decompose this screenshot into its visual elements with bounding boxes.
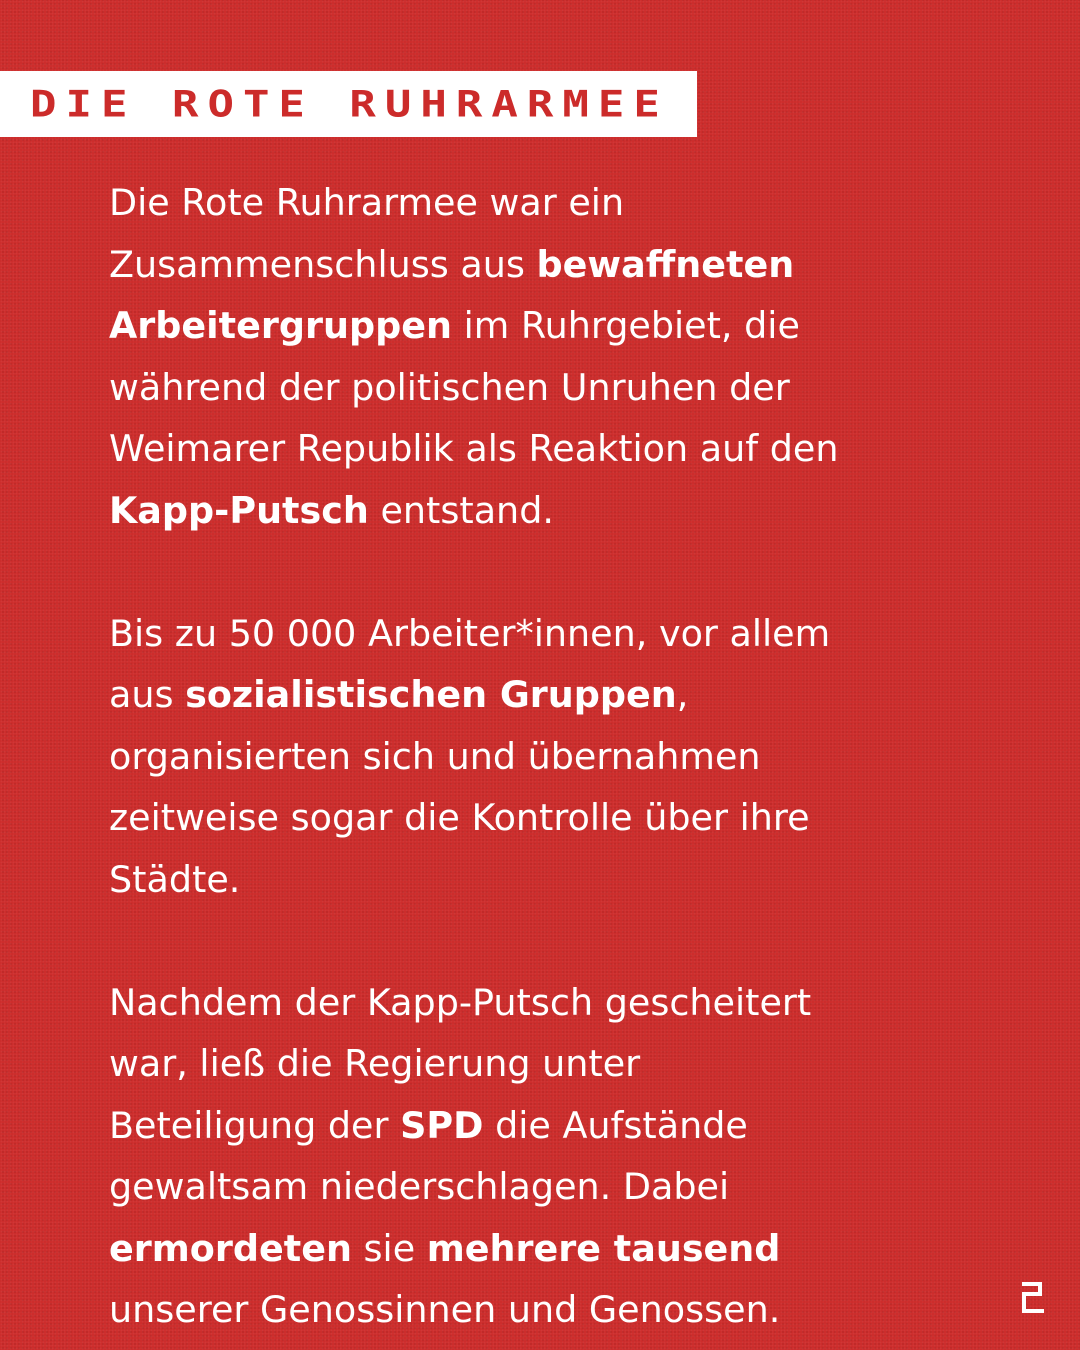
paragraph-gap: [109, 910, 1009, 972]
page-number-mark: [1019, 1278, 1047, 1316]
text-line: [109, 1033, 1009, 1095]
text-line: [109, 1156, 1009, 1218]
text-line: [109, 234, 1009, 296]
text-segment: zeitweise sogar die Kontrolle über ihre: [109, 796, 810, 839]
bold-text: Kapp-Putsch: [109, 488, 369, 532]
text-segment: ,: [676, 673, 689, 716]
body-text: [109, 172, 1009, 1341]
paragraph-2: [109, 603, 1009, 911]
bold-text: sozialistischen Gruppen: [185, 673, 677, 716]
text-line: [109, 664, 1009, 726]
text-segment: Zusammenschluss aus: [109, 242, 537, 286]
text-line: [109, 480, 1009, 542]
bold-text: mehrere tausend: [426, 1226, 781, 1270]
text-line: [109, 1218, 1009, 1280]
text-segment: Städte.: [109, 857, 241, 901]
paragraph-1: [109, 172, 1009, 541]
text-segment: Die Rote Ruhrarmee war ein: [109, 181, 625, 224]
text-segment: sie: [351, 1226, 427, 1270]
bold-text: ermordeten: [109, 1226, 352, 1270]
text-segment: unserer Genossinnen und Genossen.: [109, 1288, 781, 1331]
bold-text: Arbeitergruppen: [109, 304, 452, 347]
text-line: [109, 418, 1009, 480]
text-line: [109, 295, 1009, 357]
text-segment: während der politischen Unruhen der: [109, 365, 790, 409]
text-segment: Beteiligung der: [109, 1103, 401, 1147]
text-segment: Weimarer Republik als Reaktion auf den: [109, 427, 839, 470]
text-line: [109, 357, 1009, 419]
text-line: [109, 849, 1009, 911]
text-segment: gewaltsam niederschlagen. Dabei: [109, 1165, 730, 1208]
title-banner: [0, 71, 697, 137]
bold-text: bewaffneten: [536, 242, 795, 286]
text-line: [109, 972, 1009, 1034]
text-segment: entstand.: [368, 488, 554, 532]
paragraph-gap: [109, 541, 1009, 603]
bold-text: SPD: [400, 1103, 484, 1147]
text-segment: Nachdem der Kapp-Putsch gescheitert: [109, 980, 812, 1024]
text-segment: organisierten sich und übernahmen: [109, 734, 761, 778]
text-segment: Bis zu 50 000 Arbeiter*innen, vor allem: [109, 611, 831, 655]
text-line: [109, 1279, 1009, 1341]
text-line: [109, 787, 1009, 849]
text-line: [109, 726, 1009, 788]
text-line: [109, 1095, 1009, 1157]
page-title: DIE ROTE RUHRARMEE: [30, 83, 669, 125]
text-line: [109, 603, 1009, 665]
text-segment: im Ruhrgebiet, die: [451, 304, 800, 347]
paragraph-3: [109, 972, 1009, 1341]
text-segment: die Aufstände: [483, 1103, 748, 1147]
text-segment: aus: [109, 673, 186, 716]
text-segment: war, ließ die Regierung unter: [109, 1042, 641, 1085]
text-line: [109, 172, 1009, 234]
